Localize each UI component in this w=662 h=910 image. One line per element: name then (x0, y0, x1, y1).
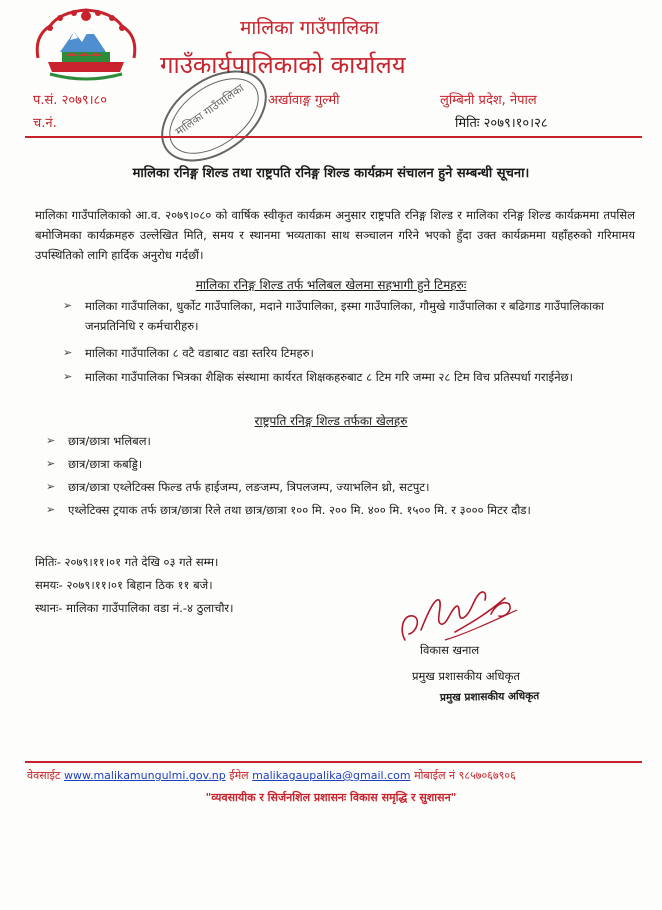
arrow-bullet-icon: ➢ (46, 434, 56, 447)
section-heading-malika-shield: मालिका रनिङ्ग शिल्ड तर्फ भलिबल खेलमा सहभागी हुने टिमहरुः (195, 278, 467, 292)
arrow-bullet-icon: ➢ (46, 457, 56, 470)
district-address: अर्खावाङ्ग गुल्मी (268, 93, 340, 108)
signatory-name: विकास खनाल (420, 643, 480, 657)
list-item: ➢ एथ्लेटिक्स ट्रयाक तर्फ छात्र/छात्रा रिले तथा छात्र/छात्रा १०० मि. २०० मि. ४०० मि. १५०० मि. र ३००० मिटर दौड। (68, 500, 588, 520)
list-item: ➢ मालिका गाउँपालिका, धुर्कोट गाउँपालिका, मदाने गाउँपालिका, इस्मा गाउँपालिका, गौमुखे गाउँपालिका र बढिगाड गाउँपालिकाका जनप्रतिनिधि र कर्मचारीहरु। (85, 296, 630, 336)
notice-subject: मालिका रनिङ्ग शिल्ड तथा राष्ट्रपति रनिङ्ग शिल्ड कार्यक्रम संचालन हुने सम्बन्धी सूचना। (132, 166, 530, 181)
list-item: ➢ छात्र/छात्रा भलिबल। (68, 431, 628, 451)
section-heading-president-shield: राष्ट्रपति रनिङ्ग शिल्ड तर्फका खेलहरु (254, 414, 408, 428)
footer-divider (25, 761, 642, 763)
arrow-bullet-icon: ➢ (46, 480, 56, 493)
official-stamp (140, 68, 288, 164)
list-item: ➢ मालिका गाउँपालिका भित्रका शैक्षिक संस्थामा कार्यरत शिक्षकहरुबाट ८ टिम गरि जम्मा २८ टिम विच प्रतिस्पर्धा गराईनेछ। (85, 367, 630, 387)
signatory-position: प्रमुख प्रशासकीय अधिकृत (412, 669, 520, 683)
event-time: समयः- २०७९।११।०१ बिहान ठिक ११ बजे। (35, 578, 213, 592)
website-label: वेवसाईट (27, 769, 61, 782)
website-link[interactable]: www.malikamungulmi.gov.np (63, 769, 226, 782)
header-divider (25, 136, 642, 138)
contact-footer (27, 768, 516, 783)
mobile-label: मोबाईल नं (414, 769, 456, 782)
designation-stamp: प्रमुख प्रशासकीय अधिकृत (439, 690, 540, 704)
intro-paragraph: मालिका गाउँपालिकाको आ.व. २०७९।०८० को वार्षिक स्वीकृत कार्यक्रम अनुसार राष्ट्रपति रनिङ्ग शिल्ड र मालिका रनिङ्ग शिल्ड कार्यक्रममा तपसिल बमोजिमका कार्यक्रमहरु उल्लेखित मिति, समय र स्थानमा भव्यताका साथ सञ्चालन गरिने भएको हुँदा उक्त कार्यक्रममा यहाँहरुको गरिमामय उपस्थितिको लागि हार्दिक अनुरोध गर्दछौं। (35, 208, 635, 262)
event-venue: स्थानः- मालिका गाउँपालिका वडा नं.-४ ठुलाचौर। (35, 601, 234, 615)
letter-date: मितिः २०७९।१०।२८ (455, 116, 548, 131)
arrow-bullet-icon: ➢ (63, 299, 73, 312)
arrow-bullet-icon: ➢ (63, 370, 73, 383)
municipality-name: मालिका गाउँपालिका (240, 17, 379, 39)
list-item: ➢ मालिका गाउँपालिका ८ वटै वडाबाट वडा स्तरिय टिमहरु। (85, 343, 630, 363)
dispatch-number-label: च.नं. (33, 116, 57, 131)
office-motto: "व्यवसायीक र सिर्जनशिल प्रशासनः विकास समृद्धि र सुशासन" (205, 791, 457, 804)
email-label: ईमेल (229, 769, 249, 782)
list-item: ➢ छात्र/छात्रा एथ्लेटिक्स फिल्ड तर्फ हाईजम्प, लङजम्प, त्रिपलजम्प, ज्याभलिन थ्रो, सटपुट। (68, 477, 628, 497)
arrow-bullet-icon: ➢ (46, 503, 56, 516)
nepal-emblem-logo (30, 6, 142, 86)
province-address: लुम्बिनी प्रदेश, नेपाल (440, 93, 537, 108)
event-date: मितिः- २०७९।११।०१ गते देखि ०३ गते सम्म। (35, 555, 219, 569)
office-title: गाउँकार्यपालिकाको कार्यालय (160, 51, 406, 79)
handwritten-signature (395, 570, 525, 650)
mobile-number: ९८५७०६७९०६ (458, 769, 516, 782)
email-link[interactable]: malikagaupalika@gmail.com (252, 769, 411, 782)
stamp-text: मालिका गाउँपालिका (173, 81, 247, 139)
list-item: ➢ छात्र/छात्रा कबड्डि। (68, 454, 628, 474)
reference-number: प.सं. २०७९।८० (33, 93, 108, 108)
arrow-bullet-icon: ➢ (63, 346, 73, 359)
